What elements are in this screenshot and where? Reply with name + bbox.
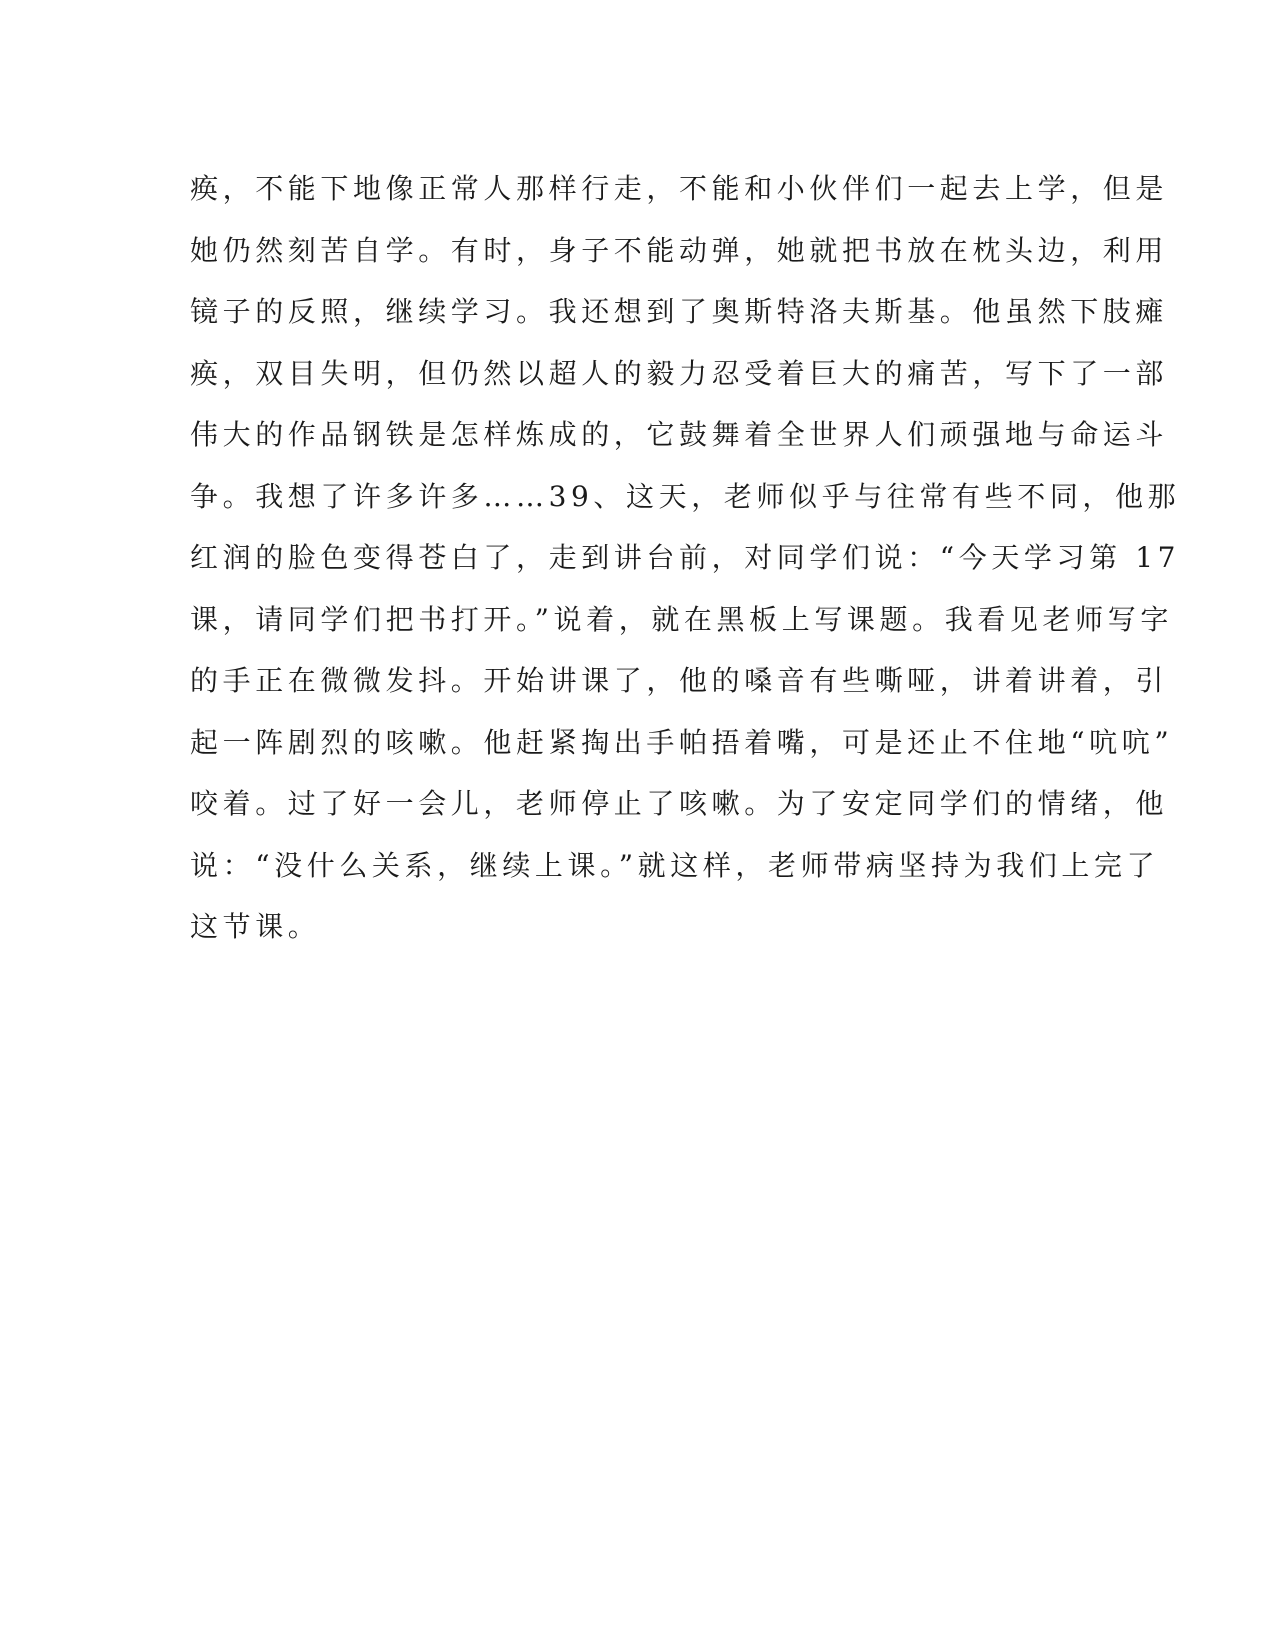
text-line: 咬着。过了好一会儿，老师停止了咳嗽。为了安定同学们的情绪，他: [190, 787, 1169, 820]
text-line: 痪，不能下地像正常人那样行走，不能和小伙伴们一起去上学，但是: [190, 172, 1169, 205]
text-line: 争。我想了许多许多……39、这天，老师似乎与往常有些不同，他那: [190, 479, 1181, 513]
text-line: 伟大的作品钢铁是怎样炼成的，它鼓舞着全世界人们顽强地与命运斗: [190, 418, 1169, 451]
text-line: 镜子的反照，继续学习。我还想到了奥斯特洛夫斯基。他虽然下肢瘫: [190, 295, 1169, 328]
text-line: 红润的脸色变得苍白了，走到讲台前，对同学们说：“今天学习第 17: [190, 541, 1181, 574]
body-text: [190, 158, 1181, 958]
text-line: 的手正在微微发抖。开始讲课了，他的嗓音有些嘶哑，讲着讲着，引: [190, 664, 1169, 697]
text-line: 痪，双目失明，但仍然以超人的毅力忍受着巨大的痛苦，写下了一部: [190, 356, 1169, 390]
text-line: 起一阵剧烈的咳嗽。他赶紧掏出手帕捂着嘴，可是还止不住地“吭吭”: [190, 725, 1174, 759]
text-line: 她仍然刻苦自学。有时，身子不能动弹，她就把书放在枕头边，利用: [190, 233, 1169, 267]
text-line: 说：“没什么关系，继续上课。”就这样，老师带病坚持为我们上完了: [190, 848, 1160, 882]
text-line: 这节课。: [190, 910, 321, 943]
text-line: 课，请同学们把书打开。”说着，就在黑板上写课题。我看见老师写字: [190, 602, 1173, 636]
